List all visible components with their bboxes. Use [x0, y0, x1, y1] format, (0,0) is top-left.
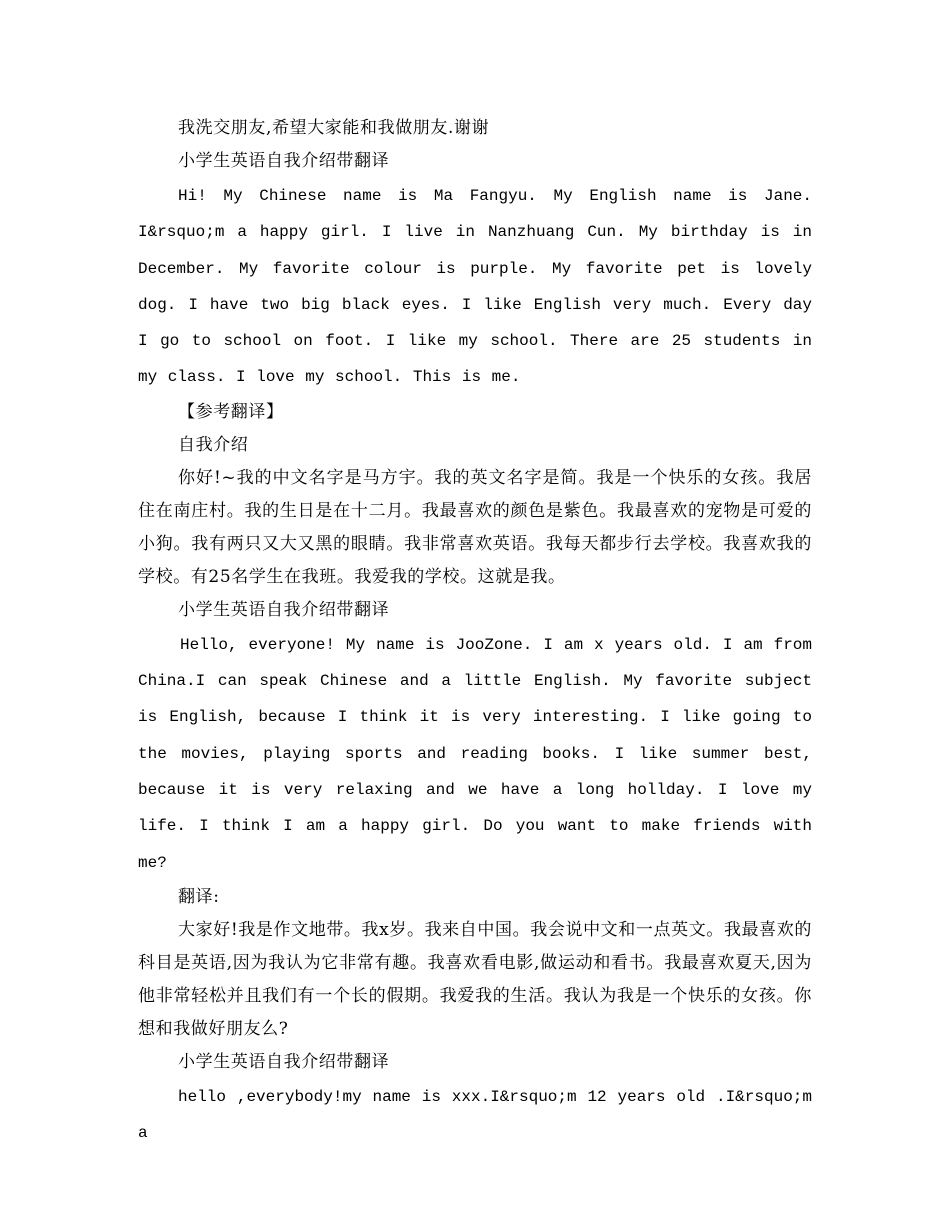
english-paragraph: hello ,everybody!my name is xxx.I&rsquo;m 12 years old .I&rsquo;m a: [138, 1087, 812, 1143]
section-heading: 小学生英语自我介绍带翻译: [178, 151, 390, 171]
section-heading: 小学生英语自我介绍带翻译: [178, 599, 390, 620]
chinese-paragraph: 大家好!我是作文地带。我x岁。我来自中国。我会说中文和一点英文。我最喜欢的科目是英语,因为我认为它非常有趣。我喜欢看电影,做运动和看书。我最喜欢夏天,因为他非常轻松并且我们有一个长的假期。我爱我的生活。我认为我是一个快乐的女孩。你想和我做好朋友么?: [138, 919, 812, 1039]
section-heading: 小学生英语自我介绍带翻译: [178, 1051, 390, 1072]
document-page: [138, 112, 812, 1151]
chinese-paragraph: 你好!~我的中文名字是马方宇。我的英文名字是简。我是一个快乐的女孩。我居住在南庄村。我的生日是在十二月。我最喜欢的颜色是紫色。我最喜欢的宠物是可爱的小狗。我有两只又大又黑的眼睛。我非常喜欢英语。我每天都步行去学校。我喜欢我的学校。有25名学生在我班。我爱我的学校。这就是我。: [138, 467, 812, 587]
reference-translation-heading: 【参考翻译】: [178, 401, 284, 422]
subheading: 自我介绍: [178, 434, 249, 455]
english-paragraph: Hello, everyone! My name is JooZone. I am x years old. I am from China.I can speak Chinese and a little English. My favorite subject is English, because I think it is very interesting. I like going to the movies, playing sports and reading books. I like summer best, because it is very relaxing and we have a long hollday. I love my life. I think I am a happy girl. Do you want to make friends with me?: [138, 635, 812, 872]
translation-label: 翻译:: [178, 886, 220, 907]
closing-line: 我洗交朋友,希望大家能和我做朋友.谢谢: [178, 118, 490, 138]
english-paragraph: Hi! My Chinese name is Ma Fangyu. My English name is Jane. I&rsquo;m a happy girl. I live in Nanzhuang Cun. My birthday is in December. My favorite colour is purple. My favorite pet is lovely dog. I have two big black eyes. I like English very much. Every day I go to school on foot. I like my school. There are 25 students in my class. I love my school. This is me.: [138, 187, 812, 387]
